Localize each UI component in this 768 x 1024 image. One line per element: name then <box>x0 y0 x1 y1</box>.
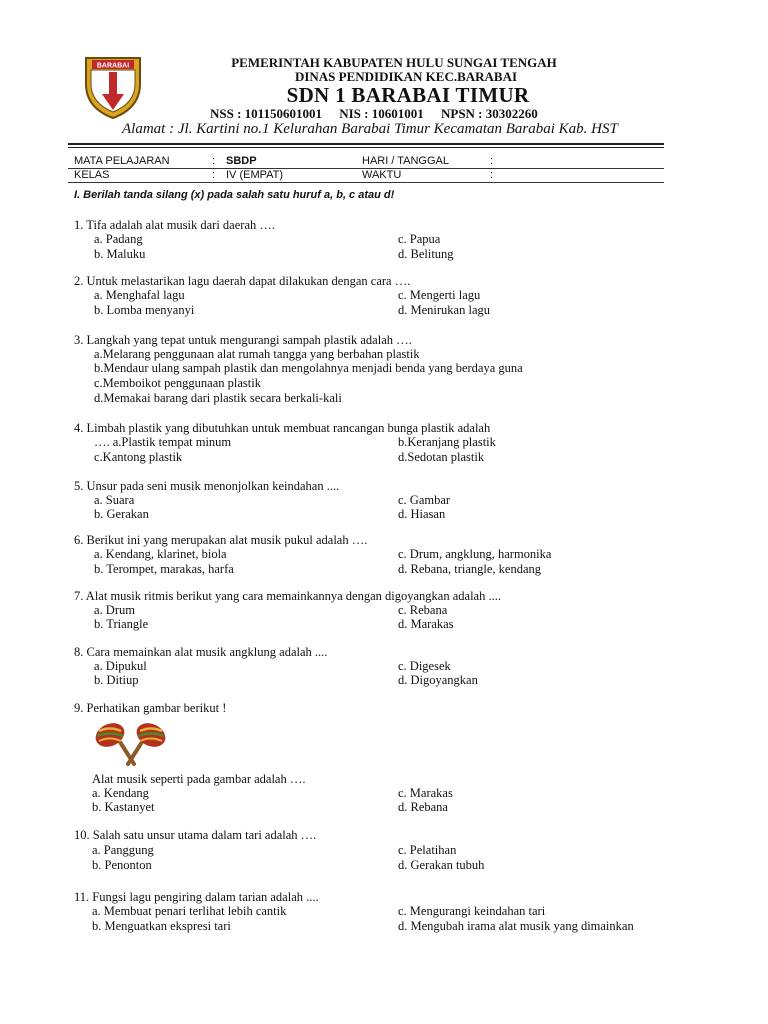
option-5b: b. Gerakan <box>94 507 149 521</box>
question-4: 4. Limbah plastik yang dibutuhkan untuk membuat rancangan bunga plastik adalah <box>74 421 491 435</box>
class-value: IV (EMPAT) <box>226 169 284 181</box>
option-4d: d.Sedotan plastik <box>398 450 485 464</box>
info-row-divider <box>68 182 664 183</box>
school-name: SDN 1 BARABAI TIMUR <box>286 83 530 107</box>
option-2b: b. Lomba menyanyi <box>94 303 195 317</box>
instruction: I. Berilah tanda silang (x) pada salah satu huruf a, b, c atau d! <box>74 189 395 201</box>
time-colon: : <box>490 169 494 181</box>
option-8d: d. Digoyangkan <box>398 673 478 687</box>
subject-colon: : <box>212 155 216 167</box>
class-colon: : <box>212 169 216 181</box>
day-label: HARI / TANGGAL <box>362 155 450 167</box>
option-10c: c. Pelatihan <box>398 843 457 857</box>
question-9: 9. Perhatikan gambar berikut ! <box>74 701 227 715</box>
question-1: 1. Tifa adalah alat musik dari daerah …. <box>74 218 275 232</box>
header-department: DINAS PENDIDIKAN KEC.BARABAI <box>294 69 518 84</box>
option-9c: c. Marakas <box>398 786 453 800</box>
subject-label: MATA PELAJARAN <box>74 155 170 167</box>
option-8c: c. Digesek <box>398 659 451 673</box>
option-11a: a. Membuat penari terlihat lebih cantik <box>92 904 287 918</box>
question-2: 2. Untuk melastarikan lagu daerah dapat dilakukan dengan cara …. <box>74 274 411 288</box>
header-divider-thin <box>68 147 664 148</box>
question-11: 11. Fungsi lagu pengiring dalam tarian adalah .... <box>74 890 319 904</box>
option-3d: d.Memakai barang dari plastik secara berkali-kali <box>94 391 342 405</box>
option-4a: …. a.Plastik tempat minum <box>94 435 232 449</box>
option-6d: d. Rebana, triangle, kendang <box>398 562 542 576</box>
option-11c: c. Mengurangi keindahan tari <box>398 904 546 918</box>
option-2d: d. Menirukan lagu <box>398 303 490 317</box>
option-7c: c. Rebana <box>398 603 448 617</box>
time-label: WAKTU <box>362 169 402 181</box>
option-5d: d. Hiasan <box>398 507 446 521</box>
option-1d: d. Belitung <box>398 247 454 261</box>
header-government: PEMERINTAH KABUPATEN HULU SUNGAI TENGAH <box>231 55 557 70</box>
option-6b: b. Terompet, marakas, harfa <box>94 562 234 576</box>
day-colon: : <box>490 155 494 167</box>
option-1a: a. Padang <box>94 232 143 246</box>
option-10d: d. Gerakan tubuh <box>398 858 485 872</box>
logo-text: BARABAI <box>96 62 130 70</box>
question-3: 3. Langkah yang tepat untuk mengurangi sampah plastik adalah …. <box>74 333 412 347</box>
option-3b: b.Mendaur ulang sampah plastik dan mengolahnya menjadi benda yang berdaya guna <box>94 361 523 375</box>
option-11d: d. Mengubah irama alat musik yang dimainkan <box>398 919 634 933</box>
subject-value: SBDP <box>226 155 257 167</box>
question-7: 7. Alat musik ritmis berikut yang cara memainkannya dengan digoyangkan adalah .... <box>74 589 501 603</box>
option-9b: b. Kastanyet <box>92 800 155 814</box>
option-7a: a. Drum <box>94 603 135 617</box>
nss-number: NSS : 101150601001 <box>210 106 322 121</box>
option-8b: b. Ditiup <box>94 673 139 687</box>
option-11b: b. Menguatkan ekspresi tari <box>92 919 231 933</box>
option-10a: a. Panggung <box>92 843 154 857</box>
option-5c: c. Gambar <box>398 493 451 507</box>
option-5a: a. Suara <box>94 493 135 507</box>
option-9d: d. Rebana <box>398 800 448 814</box>
header-divider <box>68 143 664 145</box>
option-10b: b. Penonton <box>92 858 152 872</box>
npsn-number: NPSN : 30302260 <box>440 106 538 121</box>
question-6: 6. Berikut ini yang merupakan alat musik pukul adalah …. <box>74 533 368 547</box>
school-ids <box>210 106 552 122</box>
nis-number: NIS : 10601001 <box>339 106 424 121</box>
option-2c: c. Mengerti lagu <box>398 288 481 302</box>
option-6a: a. Kendang, klarinet, biola <box>94 547 227 561</box>
maracas-image <box>94 722 168 768</box>
option-7b: b. Triangle <box>94 617 149 631</box>
option-4c: c.Kantong plastik <box>94 450 183 464</box>
option-3a: a.Melarang penggunaan alat rumah tangga yang berbahan plastik <box>94 347 420 361</box>
question-8: 8. Cara memainkan alat musik angklung adalah .... <box>74 645 328 659</box>
option-7d: d. Marakas <box>398 617 454 631</box>
option-1c: c. Papua <box>398 232 441 246</box>
school-address: Alamat : Jl. Kartini no.1 Kelurahan Barabai Timur Kecamatan Barabai Kab. HST <box>122 121 618 137</box>
option-9a: a. Kendang <box>92 786 149 800</box>
option-1b: b. Maluku <box>94 247 146 261</box>
option-4b: b.Keranjang plastik <box>398 435 496 449</box>
question-10: 10. Salah satu unsur utama dalam tari adalah …. <box>74 828 317 842</box>
question-5: 5. Unsur pada seni musik menonjolkan keindahan .... <box>74 479 340 493</box>
option-8a: a. Dipukul <box>94 659 147 673</box>
option-3c: c.Memboikot penggunaan plastik <box>94 376 261 390</box>
question-9-stem: Alat musik seperti pada gambar adalah …. <box>92 772 306 786</box>
option-6c: c. Drum, angklung, harmonika <box>398 547 552 561</box>
option-2a: a. Menghafal lagu <box>94 288 185 302</box>
class-label: KELAS <box>74 169 110 181</box>
